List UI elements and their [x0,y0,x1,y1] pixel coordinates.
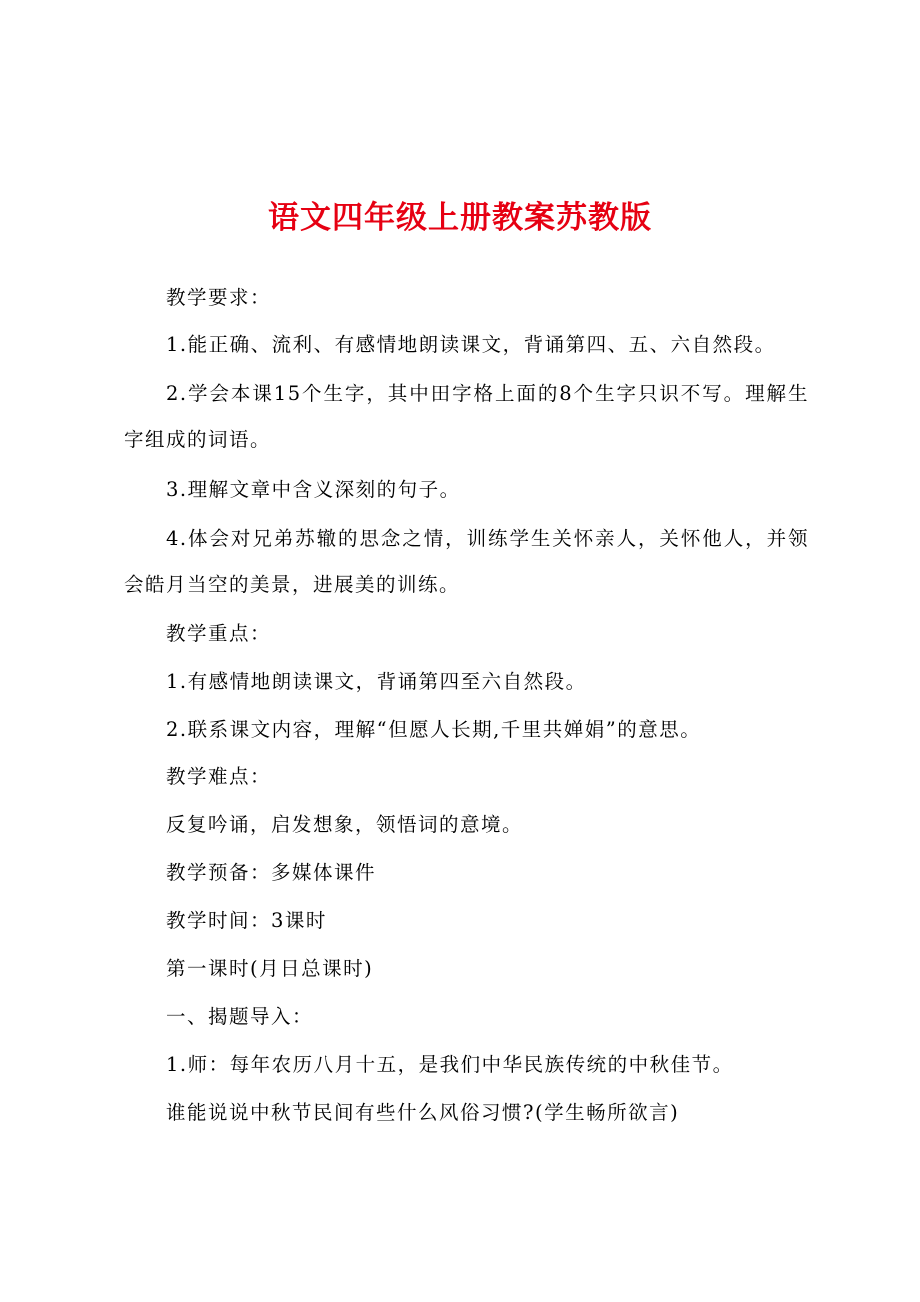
focus-item-1: 1.有感情地朗读课文，背诵第四至六自然段。 [166,670,587,693]
heading-teaching-focus: 教学重点： [166,622,272,645]
section-heading-introduction: 一、揭题导入： [166,1005,314,1028]
requirement-item-1: 1.能正确、流利、有感情地朗读课文，背诵第四、五、六自然段。 [166,333,776,356]
heading-teaching-requirements: 教学要求： [166,286,272,309]
first-lesson-heading: 第一课时(月日总课时) [166,957,374,980]
heading-teaching-difficulty: 教学难点： [166,765,272,788]
introduction-item-1: 1.师：每年农历八月十五，是我们中华民族传统的中秋佳节。 [166,1053,734,1076]
focus-item-2: 2.联系课文内容，理解“但愿人长期,千里共婵娟”的意思。 [166,718,702,741]
requirement-item-4: 4.体会对兄弟苏辙的思念之情，训练学生关怀亲人，关怀他人，并领会皓月当空的美景，进展美的训练。 [124,527,809,596]
document-title: 语文四年级上册教案苏教版 [268,200,652,236]
requirement-item-2: 2.学会本课15个生字，其中田字格上面的8个生字只识不写。理解生字组成的词语。 [124,382,809,451]
teaching-time: 教学时间：3课时 [166,909,327,932]
introduction-question: 谁能说说中秋节民间有些什么风俗习惯?(学生畅所欲言) [166,1101,680,1124]
teaching-preparation: 教学预备：多媒体课件 [166,861,377,884]
requirement-item-3: 3.理解文章中含义深刻的句子。 [166,478,461,501]
difficulty-text: 反复吟诵，启发想象，领悟词的意境。 [166,813,524,836]
